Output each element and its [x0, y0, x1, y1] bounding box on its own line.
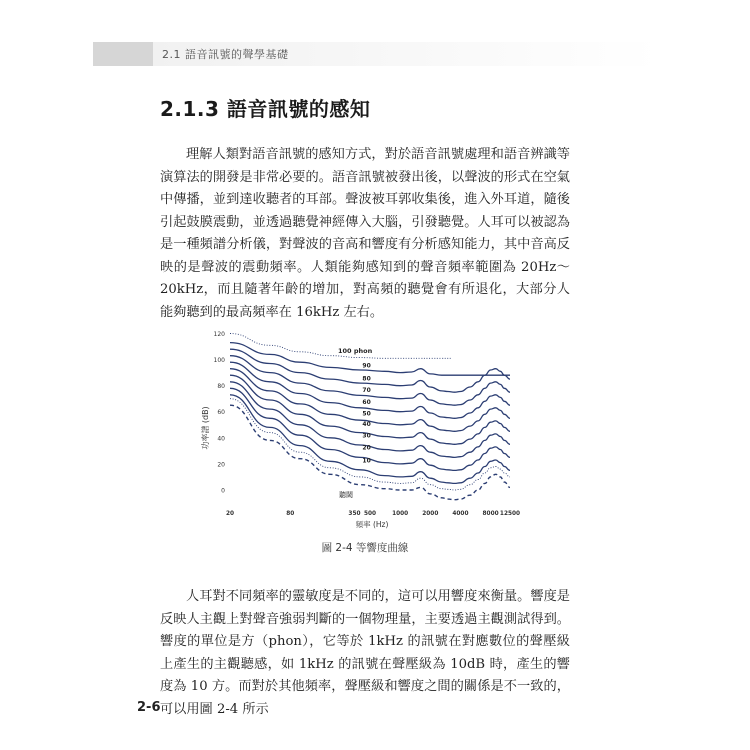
x-tick-label: 8000 — [482, 511, 499, 517]
curve-label: 80 — [362, 375, 371, 383]
running-head-title: 2.1 語音訊號的聲學基礎 — [162, 48, 289, 61]
y-axis-ticks — [214, 331, 226, 494]
curve-label: 30 — [362, 432, 371, 440]
curve-label: 20 — [362, 444, 371, 452]
chart-canvas — [198, 323, 528, 533]
section-heading: 2.1.3 語音訊號的感知 — [160, 97, 371, 121]
y-tick-label: 40 — [217, 435, 225, 443]
y-tick-label: 100 — [213, 357, 225, 365]
y-tick-label: 60 — [217, 409, 225, 417]
top-curve-label: 100 phon — [338, 347, 373, 355]
y-tick-label: 0 — [221, 487, 225, 495]
x-tick-label: 20 — [225, 511, 235, 517]
y-tick-label: 80 — [217, 383, 225, 391]
figure-caption: 圖 2-4 等響度曲線 — [321, 542, 409, 554]
x-tick-label: 500 — [363, 511, 377, 517]
threshold-label: 聽閾 — [339, 491, 353, 499]
x-tick-label: 80 — [286, 511, 295, 517]
x-tick-label: 350 — [348, 511, 361, 517]
y-tick-label: 120 — [213, 331, 225, 339]
curve-label: 50 — [362, 410, 371, 418]
curve-label: 40 — [362, 420, 371, 428]
x-tick-label: 4000 — [452, 511, 469, 517]
x-tick-label: 2000 — [422, 511, 439, 517]
curve-label: 60 — [362, 398, 371, 406]
x-tick-label: 12500 — [499, 511, 521, 517]
body-paragraph-1: 理解人類對語音訊號的感知方式，對於語音訊號處理和語音辨識等演算法的開發是非常必要的。語音訊號被發出後，以聲波的形式在空氣中傳播，並到達收聽者的耳部。聲波被耳郭收集後，進入外耳道，隨後引起鼓膜震動，並透過聽覺神經傳入大腦，引發聽覺。人耳可以被認為是一種頻譜分析儀，對聲波的音高和響度有分析感知能力，其中音高反映的是聲波的震動頻率。人類能夠感知到的聲音頻率範圍為 20Hz～20kHz，而且隨著年齡的增加，對高頻的聽覺會有所退化，大部分人能夠聽到的最高頻率在 16kHz 左右。 — [160, 147, 570, 320]
x-axis-ticks — [226, 511, 520, 517]
y-tick-label: 20 — [217, 461, 225, 469]
equal-loudness-chart — [198, 323, 528, 533]
curve-label: 90 — [362, 362, 371, 370]
x-tick-label: 1000 — [392, 511, 409, 517]
x-axis-label: 頻率 (Hz) — [355, 520, 389, 529]
curve-label: 10 — [362, 457, 371, 465]
body-paragraph-2: 人耳對不同頻率的靈敏度是不同的，這可以用響度來衡量。響度是反映人主觀上對聲音強弱判斷的一個物理量，主要透過主觀測試得到。響度的單位是方（phon），它等於 1kHz 的訊號在對應數位的聲壓級上產生的主觀聽感，如 1kHz 的訊號在聲壓級為 10dB 時，產生的響度為 10 方。而對於其他頻率，聲壓級和響度之間的關係是不一致的，可以用圖 2-4 所示 — [160, 589, 570, 717]
curve-labels — [362, 362, 370, 464]
y-axis-label: 功率譜 (dB) — [201, 406, 210, 450]
curve-label: 70 — [362, 387, 371, 395]
page-number: 2-6 — [137, 700, 161, 715]
